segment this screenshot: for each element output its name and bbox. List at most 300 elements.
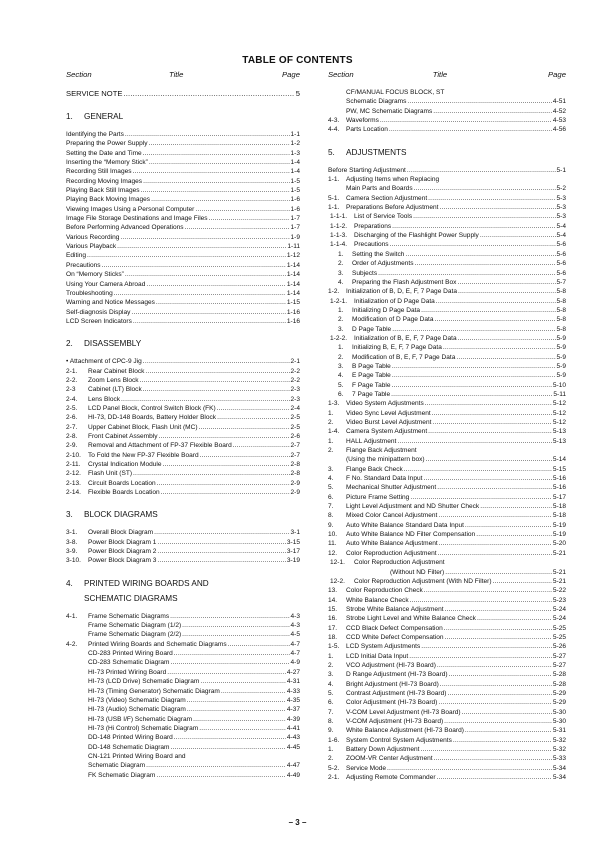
toc-entry-title: CN-121 Printed Wiring Board and [88, 752, 186, 760]
leader-dots [120, 395, 290, 404]
toc-entry-title: DD-148 Printed Wiring Board [88, 734, 173, 742]
leader-dots [420, 642, 552, 651]
toc-entry [66, 261, 300, 270]
toc-entry-title: Before Starting Adjustment [328, 166, 406, 174]
toc-entry-page: 3-17 [286, 548, 300, 556]
toc-entry-title: Various Playback [66, 243, 117, 251]
toc-entry-number: 6. [338, 390, 344, 398]
toc-entry-number: 1-3. [328, 400, 340, 408]
toc-entry-page: 5-9 [556, 353, 566, 361]
toc-entry [328, 409, 566, 418]
toc-entry-page: 5-9 [556, 372, 566, 380]
toc-entry-page: 5-7 [556, 278, 566, 286]
toc-entry [328, 689, 566, 698]
toc-entry-title: Camera System Adjustment [346, 428, 428, 436]
toc-entry-page: 2-9 [290, 479, 300, 487]
toc-entry [328, 652, 566, 661]
toc-entry-title: Order of Adjustments [352, 260, 414, 268]
toc-entry-title: Editing [66, 252, 87, 260]
toc-entry-title: LCD Panel Block, Control Switch Block (FK) [88, 404, 216, 412]
toc-entry [328, 353, 566, 362]
toc-entry-page: 5-3 [556, 204, 566, 212]
toc-entry [328, 325, 566, 334]
toc-entry-page: 4-35 [286, 696, 300, 704]
toc-entry-page: 4-43 [286, 734, 300, 742]
toc-entry [328, 306, 566, 315]
toc-entry [328, 698, 566, 707]
toc-entry-number: 2. [66, 339, 73, 349]
toc-entry [328, 773, 566, 782]
toc-entry-number: 1. [66, 112, 73, 121]
header-title: Title [168, 70, 184, 79]
toc-entry-number: 3. [328, 671, 334, 679]
toc-entry-title: DD-148 Schematic Diagram [88, 743, 170, 751]
toc-entry [328, 633, 566, 642]
toc-entry-page: 5-28 [552, 671, 566, 679]
leader-dots [403, 465, 552, 474]
leader-dots [148, 139, 290, 148]
leader-dots [391, 362, 556, 371]
leader-dots [448, 670, 552, 679]
toc-entry-number: 13. [328, 587, 338, 595]
toc-entry-number: 2. [328, 755, 334, 763]
toc-entry-page: 4-52 [552, 107, 566, 115]
leader-dots [438, 203, 555, 212]
toc-entry [328, 502, 566, 511]
toc-entry-page: 5-8 [556, 325, 566, 333]
toc-entry [66, 280, 300, 289]
page-title: TABLE OF CONTENTS [242, 55, 353, 66]
toc-entry-title: Waveforms [346, 117, 379, 125]
toc-entry [66, 538, 300, 547]
toc-entry-page: 5-13 [552, 428, 566, 436]
toc-entry-number: 2-14. [66, 489, 81, 497]
toc-entry [328, 287, 566, 296]
toc-entry [66, 528, 300, 537]
toc-entry-page: 5-30 [552, 708, 566, 716]
toc-entry-title: Setting the Switch [352, 250, 405, 258]
toc-entry-title: On “Memory Sticks” [66, 271, 124, 279]
toc-entry-number: 4-3. [328, 117, 340, 125]
leader-dots [409, 596, 552, 605]
toc-entry-page: 1-3 [290, 149, 300, 157]
toc-entry-number: 5. [328, 484, 334, 492]
toc-entry-title: ZOOM-VR Center Adjustment [346, 755, 433, 763]
leader-dots [142, 149, 290, 158]
leader-dots [130, 308, 285, 317]
toc-entry-title: GENERAL [84, 112, 124, 121]
toc-entry [66, 432, 300, 441]
toc-entry-title: V-COM Level Adjustment (HI-73 Board) [346, 708, 461, 716]
toc-entry-number: 1-1-1. [330, 213, 348, 221]
header-page: Page [548, 70, 566, 79]
toc-entry-page: 2-9 [290, 489, 300, 497]
toc-entry-page: 5-4 [556, 222, 566, 230]
toc-entry-title: VCO Adjustment (HI-73 Board) [346, 661, 436, 669]
toc-entry-title: Cabinet (LT) Block [88, 386, 142, 394]
leader-dots [437, 698, 552, 707]
toc-entry-number: 1. [338, 250, 344, 258]
toc-entry-page: 4-7 [290, 650, 300, 658]
toc-entry [66, 308, 300, 317]
leader-dots [198, 724, 286, 733]
toc-entry-title: LCD Initial Data Input [346, 652, 409, 660]
toc-entry [328, 334, 566, 343]
leader-dots [433, 754, 552, 763]
toc-section-heading [66, 109, 300, 124]
leader-dots [148, 158, 290, 167]
toc-entry-number: 8. [328, 512, 334, 520]
leader-dots [476, 614, 552, 623]
toc-entry-title: FK Schematic Diagram [88, 771, 156, 779]
toc-entry-page: 1-6 [290, 205, 300, 213]
toc-entry-title: LCD Screen Indicators [66, 317, 132, 325]
toc-entry-page: 5 [295, 89, 300, 98]
toc-entry [328, 736, 566, 745]
leader-dots [216, 404, 290, 413]
leader-dots [232, 441, 290, 450]
toc-entry-page: 5-25 [552, 633, 566, 641]
toc-entry [328, 381, 566, 390]
toc-entry-number: 18. [328, 633, 338, 641]
toc-entry-page: 2-8 [290, 470, 300, 478]
toc-entry [66, 761, 300, 770]
toc-entry-title: White Balance Adjustment (HI-73 Board) [346, 727, 464, 735]
toc-entry-title: Various Recording [66, 233, 120, 241]
toc-entry-title: HI-73 (Audio) Schematic Diagram [88, 706, 186, 714]
toc-entry-number: 17. [328, 624, 338, 632]
toc-entry-title: Using Your Camera Abroad [66, 280, 146, 288]
toc-entry-page: 1-5 [290, 187, 300, 195]
toc-entry-number: 6. [328, 493, 334, 501]
toc-entry [66, 385, 300, 394]
leader-dots [184, 223, 290, 232]
toc-entry-page: 5-28 [552, 680, 566, 688]
toc-entry-number: 4. [328, 680, 334, 688]
leader-dots [422, 474, 551, 483]
toc-entry [66, 233, 300, 242]
leader-dots [153, 528, 289, 537]
leader-dots [431, 409, 552, 418]
toc-entry-number: 3. [66, 510, 73, 520]
toc-entry [66, 705, 300, 714]
toc-entry-number: 3. [338, 325, 344, 333]
toc-entry-number: 3. [338, 269, 344, 277]
leader-dots [142, 357, 290, 366]
toc-entry [66, 205, 300, 214]
toc-entry-page: 1-5 [290, 177, 300, 185]
toc-entry [328, 455, 566, 464]
toc-entry-title: List of Service Tools [354, 213, 413, 221]
toc-entry-number: 2-3 [66, 386, 76, 394]
toc-entry-title: Color Adjustment (HI-73 Board) [346, 699, 438, 707]
toc-entry-page: 5-34 [552, 764, 566, 772]
toc-entry-page: 5-10 [552, 381, 566, 389]
toc-entry-number: 2. [338, 260, 344, 268]
toc-entry-title: Warning and Notice Messages [66, 299, 155, 307]
toc-entry-title: BLOCK DIAGRAMS [84, 510, 158, 520]
toc-entry-page: 5-13 [552, 437, 566, 445]
toc-entry-page: 4-56 [552, 126, 566, 134]
toc-entry-title: Adjusting Remote Commander [346, 774, 436, 782]
toc-entry-title: Power Block Diagram 2 [88, 548, 157, 556]
toc-entry [66, 270, 300, 279]
toc-entry-title: Initialization of D Page Data [354, 297, 435, 305]
toc-entry-page: 1-11 [287, 243, 300, 251]
leader-dots [101, 261, 286, 270]
leader-dots [391, 371, 556, 380]
toc-entry-number: 1-1-3. [330, 232, 348, 240]
toc-entry-page: 5-27 [552, 652, 566, 660]
toc-entry-title: Schematic Diagram [88, 762, 146, 770]
toc-entry-page: 1-12 [286, 252, 300, 260]
toc-entry-number: 1-5. [328, 643, 340, 651]
toc-entry [328, 568, 566, 577]
leader-dots [181, 621, 289, 630]
toc-entry [66, 771, 300, 780]
toc-entry [66, 668, 300, 677]
toc-entry-page: 5-23 [552, 596, 566, 604]
toc-entry-page: 5-21 [552, 549, 566, 557]
toc-entry-title: Frame Schematic Diagrams [88, 612, 170, 620]
toc-entry [66, 715, 300, 724]
toc-entry-title: Setting the Date and Time [66, 149, 142, 157]
toc-entry-page: 5-12 [552, 400, 566, 408]
toc-entry-title: Front Cabinet Assembly [88, 432, 158, 440]
toc-entry-number: 3-10. [66, 557, 81, 565]
toc-entry-title: Modification of B, E, F, 7 Page Data [352, 353, 456, 361]
leader-dots [156, 538, 285, 547]
header-page: Page [282, 70, 300, 79]
leader-dots [86, 251, 286, 260]
leader-dots [479, 502, 552, 511]
toc-entry-title: HI-73 (Hi Control) Schematic Diagram [88, 724, 199, 732]
leader-dots [216, 413, 289, 422]
leader-dots [113, 289, 286, 298]
toc-entry-number: 1. [328, 652, 334, 660]
toc-entry-number: 1-1-4. [330, 241, 348, 249]
leader-dots [479, 231, 556, 240]
toc-entry [66, 649, 300, 658]
leader-dots [439, 680, 552, 689]
leader-dots [208, 214, 290, 223]
leader-dots [199, 451, 290, 460]
toc-entry [328, 446, 566, 455]
leader-dots [464, 726, 552, 735]
leader-dots [444, 568, 552, 577]
toc-entry-title: HI-73 (LCD Drive) Schematic Diagram [88, 678, 200, 686]
toc-entry-title: HI-73 (USB I/F) Schematic Diagram [88, 715, 193, 723]
toc-entry-title: Inserting the “Memory Stick” [66, 159, 148, 167]
toc-entry [328, 493, 566, 502]
toc-entry-number: 2. [328, 447, 334, 455]
toc-entry-page: 5-9 [556, 334, 566, 342]
leader-dots [457, 334, 556, 343]
toc-entry [66, 460, 300, 469]
toc-entry-page: 1-14 [286, 271, 300, 279]
leader-dots [404, 250, 555, 259]
toc-entry-title: Troubleshooting [66, 289, 113, 297]
toc-entry-title: Strobe Light Level and White Balance Check [346, 615, 476, 623]
toc-entry-page: 1-14 [286, 280, 300, 288]
toc-entry [328, 362, 566, 371]
toc-entry-number: 2-1. [328, 774, 340, 782]
leader-dots [156, 547, 285, 556]
toc-entry-title: Preparations Before Adjustment [346, 204, 439, 212]
toc-entry-title: Color Reproduction Adjustment [346, 549, 437, 557]
toc-entry-title: (Using the minipattern box) [346, 456, 425, 464]
leader-dots [124, 130, 290, 139]
toc-entry-number: 12-1. [330, 559, 345, 567]
leader-dots [427, 194, 555, 203]
toc-entry-title: Strobe White Balance Adjustment [346, 605, 444, 613]
toc-entry-number: 2-12. [66, 470, 81, 478]
toc-entry-title: Lens Block [88, 395, 121, 403]
leader-dots [199, 677, 286, 686]
toc-section-heading [66, 507, 300, 522]
toc-entry-number: 9. [328, 727, 334, 735]
toc-entry-number: 8. [328, 718, 334, 725]
toc-entry-number: 5. [338, 381, 344, 389]
toc-entry-page: 5-20 [552, 540, 566, 548]
toc-entry [66, 724, 300, 733]
toc-entry-title: Removal and Attachment of FP-37 Flexible Board [88, 442, 232, 450]
spacer [66, 99, 300, 105]
leader-dots [436, 483, 552, 492]
toc-entry-number: 2. [338, 316, 344, 324]
toc-entry [328, 558, 566, 567]
toc-entry-title: Flange Back Check [346, 465, 403, 473]
toc-entry-title: PW, MC Schematic Diagrams [346, 107, 433, 115]
toc-entry-page: 4-9 [290, 659, 300, 667]
toc-entry-page: 5-9 [556, 344, 566, 352]
toc-entry-number: 2. [328, 419, 334, 426]
toc-entry-title: Video Sync Level Adjustment [346, 409, 431, 417]
toc-entry-page: 5-22 [552, 587, 566, 595]
leader-dots [140, 186, 290, 195]
toc-entry-title: HI-73 (Video) Schematic Diagram [88, 696, 186, 704]
toc-entry [328, 343, 566, 352]
toc-entry-title: V-COM Adjustment (HI-73 Board) [346, 718, 444, 725]
leader-dots [461, 708, 552, 717]
toc-entry-title: CCD Black Defect Compensation [346, 624, 443, 632]
toc-entry-title: 7 Page Table [352, 390, 391, 398]
toc-entry-title: HI-73 Printed Wiring Board [88, 668, 167, 676]
toc-entry-page: 2-5 [290, 423, 300, 431]
leader-dots [420, 745, 552, 754]
toc-entry-title: Modification of D Page Data [352, 316, 434, 324]
toc-entry-page: 5-2 [556, 185, 566, 193]
toc-entry-title: Camera Section Adjustment [346, 194, 428, 202]
toc-entry-title: Auto White Balance Adjustment [346, 540, 438, 548]
toc-entry-number: 5-2. [328, 764, 340, 772]
leader-dots [413, 184, 556, 193]
toc-entry-title: Color Reproduction Check [346, 587, 423, 595]
toc-entry [66, 413, 300, 422]
toc-entry-page: 5-9 [556, 362, 566, 370]
toc-entry [66, 612, 300, 621]
toc-entry-title: CF/MANUAL FOCUS BLOCK, ST [346, 89, 445, 96]
leader-dots [436, 661, 552, 670]
toc-entry [328, 371, 566, 380]
toc-section-heading [66, 336, 300, 351]
toc-entry-number: 5. [328, 689, 334, 697]
toc-entry-page: 5-12 [552, 419, 566, 426]
toc-entry-page: 5-27 [552, 661, 566, 669]
toc-entry [328, 745, 566, 754]
leader-dots [145, 761, 286, 770]
toc-entry-page: 4-5 [290, 631, 300, 639]
toc-entry-page: 5-8 [556, 297, 566, 305]
leader-dots [142, 177, 289, 186]
toc-entry-title: Identifying the Parts [66, 131, 124, 138]
toc-entry [66, 367, 300, 376]
leader-dots [446, 689, 551, 698]
toc-entry-title: Preparing the Flash Adjustment Box [352, 278, 457, 286]
toc-entry-page: 1-1 [290, 131, 300, 138]
toc-entry-page: 3-1 [290, 529, 300, 537]
leader-dots [139, 376, 290, 385]
toc-entry [328, 511, 566, 520]
toc-entry-page: 4-37 [286, 706, 300, 714]
toc-entry [328, 222, 566, 231]
toc-entry [328, 483, 566, 492]
toc-entry-number: 1-4. [328, 428, 340, 436]
toc-entry-title: Color Reproduction Adjustment (With ND Filter) [354, 577, 492, 585]
toc-entry-number: 3-9. [66, 548, 78, 556]
toc-entry-page: 5-8 [556, 306, 566, 314]
toc-entry-number: 3-8. [66, 538, 78, 546]
toc-entry-page: 1-2 [290, 140, 300, 148]
toc-entry-page: 5-18 [552, 503, 566, 511]
toc-entry-title: Color Reproduction Adjustment [354, 559, 445, 567]
toc-entry-title: Flexible Boards Location [88, 489, 160, 497]
leader-dots [423, 586, 552, 595]
toc-entry-number: 2-7. [66, 423, 78, 431]
leader-dots [464, 521, 552, 530]
toc-entry-number: 15. [328, 605, 338, 613]
toc-entry-page: 5-24 [552, 605, 566, 613]
leader-dots [475, 530, 552, 539]
toc-entry-page: 5-26 [552, 643, 566, 651]
leader-dots [379, 116, 552, 125]
toc-entry [66, 167, 300, 176]
toc-entry-title: E Page Table [352, 372, 391, 380]
toc-entry-number: 1-2-2. [330, 334, 348, 342]
toc-entry [66, 423, 300, 432]
leader-dots [396, 437, 552, 446]
toc-entry-title: HALL Adjustment [346, 437, 397, 445]
leader-dots [119, 233, 289, 242]
toc-entry-number: 2. [338, 353, 344, 361]
toc-entry [328, 539, 566, 548]
toc-entry-number: 5-1. [328, 194, 340, 202]
leader-dots [437, 549, 552, 558]
toc-entry [328, 194, 566, 203]
toc-entry [328, 680, 566, 689]
leader-dots [391, 325, 555, 334]
toc-entry-title: LCD System Adjustments [346, 643, 421, 651]
leader-dots [444, 605, 552, 614]
toc-entry-page: 3-15 [286, 538, 300, 546]
toc-entry-number: 9. [328, 521, 334, 529]
toc-entry-page: 5-18 [552, 512, 566, 520]
toc-entry-number: 1-1-2. [330, 222, 348, 230]
leader-dots [169, 612, 289, 621]
leader-dots [408, 652, 552, 661]
toc-entry-page: 5-21 [552, 577, 566, 585]
toc-entry [328, 642, 566, 651]
